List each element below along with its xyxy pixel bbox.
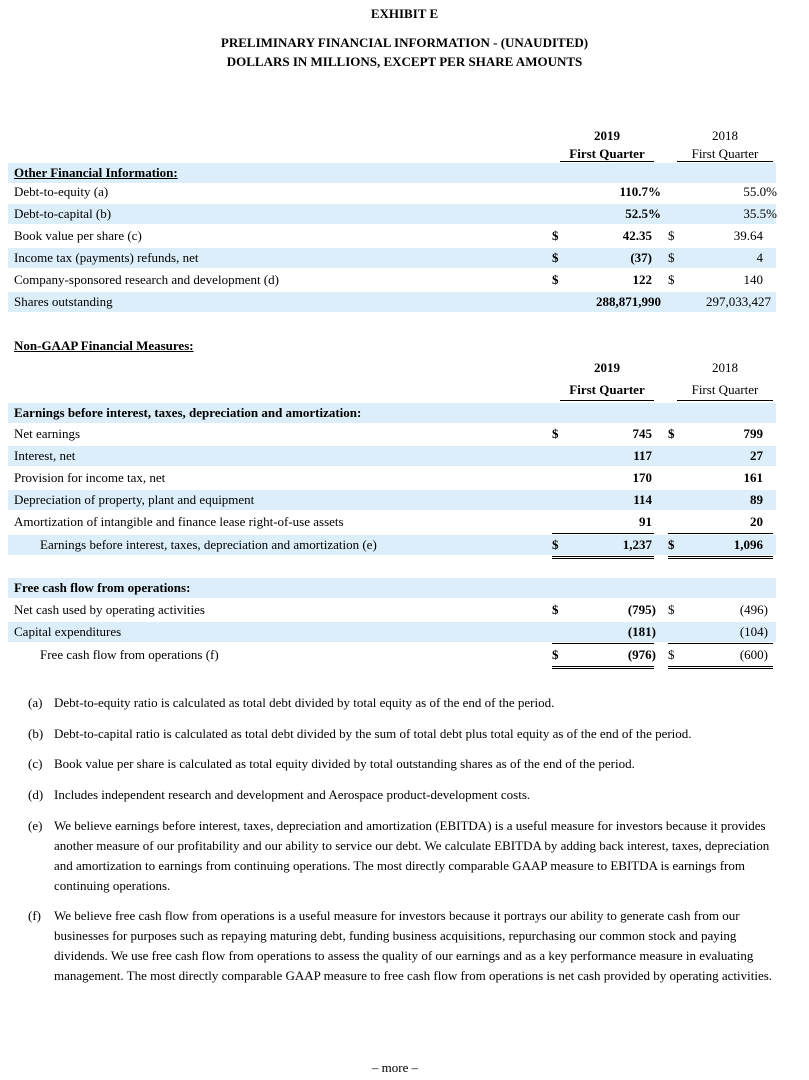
value-2019: 1,237 — [622, 537, 652, 552]
value-2018: (104) — [739, 624, 768, 639]
value-2019: 117 — [633, 448, 652, 463]
row-label: Debt-to-capital (b) — [14, 206, 112, 221]
exhibit-title: EXHIBIT E — [370, 6, 439, 21]
col1-year-header: 2019 — [594, 128, 620, 143]
currency-2019: $ — [552, 228, 559, 243]
currency-2019: $ — [552, 250, 559, 265]
currency-2019: $ — [552, 272, 559, 287]
table-row — [0, 204, 809, 224]
currency-2018: $ — [668, 228, 675, 243]
total-double-rule — [552, 558, 654, 559]
col2-period-header: First Quarter — [691, 382, 759, 397]
row-label: Net cash used by operating activities — [14, 602, 205, 617]
table-row — [0, 270, 809, 290]
value-2019: 288,871,990 — [596, 294, 661, 309]
table-row — [0, 292, 809, 312]
value-2018: 27 — [750, 448, 763, 463]
value-2018: 89 — [750, 492, 763, 507]
currency-2018: $ — [668, 602, 675, 617]
ebitda-heading: Earnings before interest, taxes, depreciation and amortization: — [14, 405, 362, 420]
value-2018: 55.0% — [743, 184, 777, 199]
footnote-text: Debt-to-capital ratio is calculated as total debt divided by the sum of total debt plus total equity as of the end of the period. — [54, 726, 692, 741]
footnote-e — [28, 816, 784, 896]
table-row-total — [0, 535, 809, 555]
col2-period-header: First Quarter — [691, 146, 759, 161]
value-2018: 799 — [743, 426, 763, 441]
value-2018: 140 — [743, 272, 763, 287]
footnote-tag: (f) — [28, 908, 41, 923]
value-2019: 110.7% — [619, 184, 661, 199]
currency-2018: $ — [668, 250, 675, 265]
footnote-d — [28, 785, 784, 805]
value-2018: 1,096 — [733, 537, 763, 552]
footnote-text: Debt-to-equity ratio is calculated as total debt divided by total equity as of the end of the period. — [54, 695, 555, 710]
currency-2018: $ — [668, 426, 675, 441]
subtotal-rule — [552, 533, 654, 534]
document-subtitle: DOLLARS IN MILLIONS, EXCEPT PER SHARE AMOUNTS — [226, 54, 583, 69]
footnote-f — [28, 906, 784, 986]
value-2018: 35.5% — [743, 206, 777, 221]
more-indicator: – more – — [371, 1060, 419, 1075]
footnote-tag: (c) — [28, 756, 43, 771]
col2-header-rule — [677, 161, 773, 162]
section-heading-nongaap — [0, 336, 809, 356]
value-2019: 91 — [639, 514, 652, 529]
footnote-text: Book value per share is calculated as total equity divided by total outstanding shares as of the end of the period. — [54, 756, 635, 771]
currency-2018: $ — [668, 272, 675, 287]
footnote-text: Includes independent research and development and Aerospace product-development costs. — [54, 787, 531, 802]
currency-2019: $ — [552, 647, 559, 662]
row-label: Earnings before interest, taxes, depreciation and amortization (e) — [40, 537, 377, 552]
section-heading-fcf — [0, 578, 809, 598]
section-heading-ebitda — [0, 403, 809, 423]
other-heading: Other Financial Information: — [14, 165, 178, 180]
col1-year-header: 2019 — [594, 360, 620, 375]
total-double-rule — [668, 556, 773, 557]
section-heading-other — [0, 163, 809, 183]
value-2019: (37) — [630, 250, 652, 265]
currency-2019: $ — [552, 426, 559, 441]
row-label: Income tax (payments) refunds, net — [14, 250, 199, 265]
value-2019: 170 — [632, 470, 652, 485]
row-label: Net earnings — [14, 426, 81, 441]
total-double-rule — [552, 666, 654, 667]
col1-period-header: First Quarter — [569, 382, 645, 397]
value-2019: (976) — [627, 647, 656, 662]
footnote-tag: (e) — [28, 818, 43, 833]
value-2018: 161 — [743, 470, 763, 485]
table-row — [0, 490, 809, 510]
value-2019: 745 — [632, 426, 652, 441]
footnote-text: We believe free cash flow from operations is a useful measure for investors because it portrays our ability to generate cash from our businesses for purposes such as repaying maturing debt, funding business acquisitions, repurchasing our common stock and paying dividends. We use free cash flow from operations to assess the quality of our earnings and as a key performance measure in evaluating management. The most directly comparable GAAP measure to free cash flow from operations is net cash provided by operating activities. — [54, 908, 773, 983]
value-2019: 52.5% — [625, 206, 661, 221]
currency-2019: $ — [552, 602, 559, 617]
nongaap-heading: Non-GAAP Financial Measures: — [14, 338, 194, 353]
subtotal-rule — [668, 643, 773, 644]
footnote-c — [28, 754, 784, 774]
footnote-tag: (b) — [28, 726, 44, 741]
table-row — [0, 600, 809, 620]
total-double-rule — [668, 668, 773, 669]
row-label: Provision for income tax, net — [14, 470, 166, 485]
value-2018: 4 — [756, 250, 763, 265]
total-double-rule — [552, 668, 654, 669]
table-row — [0, 182, 809, 202]
row-label: Company-sponsored research and development (d) — [14, 272, 279, 287]
currency-2018: $ — [668, 537, 675, 552]
value-2018: 39.64 — [733, 228, 763, 243]
table-row — [0, 622, 809, 642]
value-2019: (181) — [627, 624, 656, 639]
table-row — [0, 226, 809, 246]
footnote-tag: (d) — [28, 787, 44, 802]
footnote-text: We believe earnings before interest, taxes, depreciation and amortization (EBITDA) is a useful measure for investors because it provides another measure of our profitability and our ability to service our debt. We calculate EBITDA by adding back interest, taxes, depreciation and amortization to earnings from continuing operations. The most directly comparable GAAP measure to EBITDA is earnings from continuing operations. — [54, 818, 770, 893]
value-2018: 20 — [750, 514, 763, 529]
table-row — [0, 424, 809, 444]
footnote-tag: (a) — [28, 695, 43, 710]
subtotal-rule — [552, 643, 654, 644]
subtotal-rule — [668, 533, 773, 534]
document-title: PRELIMINARY FINANCIAL INFORMATION - (UNAUDITED) — [220, 35, 589, 50]
value-2019: (795) — [627, 602, 656, 617]
fcf-heading: Free cash flow from operations: — [14, 580, 191, 595]
table-row — [0, 468, 809, 488]
table-row — [0, 512, 809, 532]
footnote-b — [28, 724, 784, 744]
value-2019: 114 — [633, 492, 652, 507]
row-label: Capital expenditures — [14, 624, 122, 639]
table-row — [0, 446, 809, 466]
value-2018: (496) — [739, 602, 768, 617]
total-double-rule — [668, 558, 773, 559]
row-label: Shares outstanding — [14, 294, 113, 309]
col1-period-header: First Quarter — [569, 146, 645, 161]
col2-year-header: 2018 — [712, 128, 738, 143]
value-2019: 42.35 — [622, 228, 652, 243]
row-label: Amortization of intangible and finance lease right-of-use assets — [14, 514, 344, 529]
row-label: Free cash flow from operations (f) — [40, 647, 219, 662]
col2-year-header: 2018 — [712, 360, 738, 375]
value-2018: 297,033,427 — [706, 294, 771, 309]
row-label: Book value per share (c) — [14, 228, 142, 243]
row-label: Interest, net — [14, 448, 76, 463]
col2-header-rule — [677, 400, 773, 401]
row-label: Debt-to-equity (a) — [14, 184, 109, 199]
table-row — [0, 248, 809, 268]
col1-header-rule — [560, 400, 654, 401]
row-label: Depreciation of property, plant and equipment — [14, 492, 255, 507]
col1-header-rule — [560, 161, 654, 162]
currency-2019: $ — [552, 537, 559, 552]
value-2019: 122 — [632, 272, 652, 287]
table-row-total — [0, 645, 809, 665]
currency-2018: $ — [668, 647, 675, 662]
footnote-a — [28, 693, 784, 713]
value-2018: (600) — [739, 647, 768, 662]
total-double-rule — [668, 666, 773, 667]
total-double-rule — [552, 556, 654, 557]
